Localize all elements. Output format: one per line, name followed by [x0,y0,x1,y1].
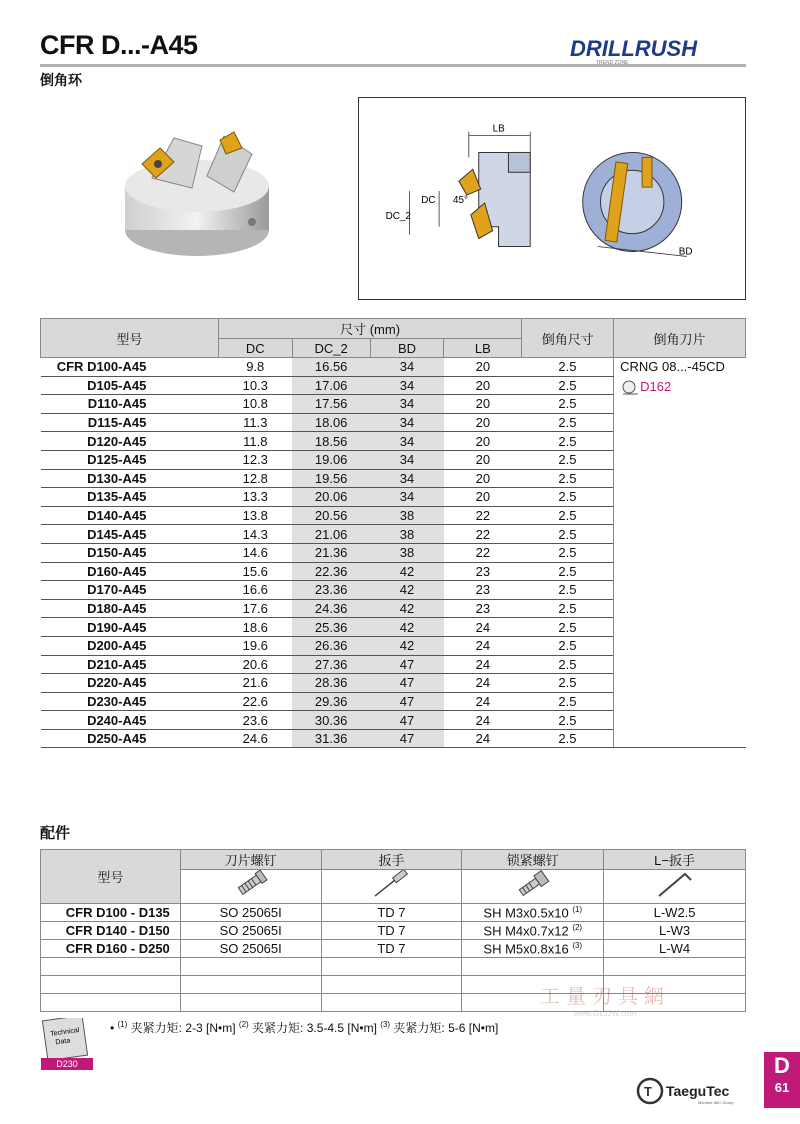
note-marker-2: (2) [238,1020,249,1029]
cell-dc2: 17.06 [292,376,370,395]
cell-bd: 42 [370,636,444,655]
cell-lb: 20 [444,432,522,451]
cell-bd: 42 [370,581,444,600]
cell-bd: 47 [370,711,444,730]
product-photo [112,118,282,268]
cell-dc2: 21.06 [292,525,370,544]
cell-cs: 2.5 [522,599,614,618]
cell-model: D140-A45 [41,506,219,525]
cell-dc: 20.6 [218,655,292,674]
cell-model: D200-A45 [41,636,219,655]
cell-lb: 22 [444,525,522,544]
header-chamfer-insert: 倒角刀片 [614,319,746,358]
screwdriver-icon [371,870,411,900]
cell-dc2: 25.36 [292,618,370,637]
cell-lb: 24 [444,618,522,637]
cell-lb: 24 [444,729,522,748]
cell-dc: 11.3 [218,413,292,432]
insert-cell [614,358,746,748]
acc-cell-screw: SO 25065I [180,904,321,922]
screw-icon-cell [180,870,321,904]
insert-page-link[interactable] [620,378,745,396]
cell-bd: 34 [370,432,444,451]
accessory-row [41,922,746,940]
cell-dc2: 28.36 [292,674,370,693]
footnote-marker: (3) [572,940,583,950]
cell-bd: 47 [370,674,444,693]
doc-page-ref[interactable]: D230 [41,1058,93,1070]
label-dc2: DC_2 [385,210,411,222]
cell-lb: 24 [444,692,522,711]
cell-dc2: 16.56 [292,358,370,377]
cell-cs: 2.5 [522,636,614,655]
label-bd: BD [678,246,693,258]
cell-model: D170-A45 [41,581,219,600]
cell-lb: 22 [444,543,522,562]
header-bd: BD [370,339,444,358]
empty-cell [41,958,181,976]
cell-dc: 16.6 [218,581,292,600]
cell-model: D110-A45 [41,395,219,414]
header-dc: DC [218,339,292,358]
empty-cell [321,976,462,994]
cell-dc: 14.3 [218,525,292,544]
cell-dc2: 30.36 [292,711,370,730]
cell-lb: 23 [444,599,522,618]
cell-dc: 11.8 [218,432,292,451]
cell-cs: 2.5 [522,376,614,395]
footnote-marker: (2) [572,922,583,932]
cell-model: D210-A45 [41,655,219,674]
cell-model: D115-A45 [41,413,219,432]
cell-cs: 2.5 [522,488,614,507]
cell-cs: 2.5 [522,525,614,544]
label-angle: 45° [452,194,468,206]
cell-model: D150-A45 [41,543,219,562]
cell-dc2: 19.06 [292,450,370,469]
acc-cell-model: CFR D100 - D135 [41,904,181,922]
cell-cs: 2.5 [522,674,614,693]
note-marker-1: (1) [117,1020,128,1029]
screw-icon [231,870,271,900]
cell-dc: 12.8 [218,469,292,488]
footnote-marker: (1) [572,904,583,914]
acc-cell-wrench: TD 7 [321,940,462,958]
page-title: CFR D...-A45 [40,30,198,60]
cell-dc2: 18.06 [292,413,370,432]
header-dimensions: 尺寸 (mm) [218,319,521,339]
magnifier-icon [620,380,640,396]
technical-diagram [358,97,746,300]
acc-header-model: 型号 [41,850,181,904]
empty-cell [321,958,462,976]
cell-model: D130-A45 [41,469,219,488]
cell-model: D240-A45 [41,711,219,730]
cell-bd: 47 [370,655,444,674]
acc-cell-wrench: TD 7 [321,922,462,940]
taegutec-logo [636,1076,748,1106]
lock-screw-icon [513,870,553,900]
header-lb: LB [444,339,522,358]
note-text-3: 夹紧力矩: 5-6 [N•m] [393,1021,499,1035]
front-view [583,152,687,256]
cell-model: D125-A45 [41,450,219,469]
cell-cs: 2.5 [522,543,614,562]
acc-header-lock-screw: 锁紧螺钉 [462,850,604,870]
cell-model: D120-A45 [41,432,219,451]
accessories-title: 配件 [40,824,71,842]
cell-dc: 18.6 [218,618,292,637]
lock-screw-icon-cell [462,870,604,904]
cell-dc: 21.6 [218,674,292,693]
cell-dc2: 20.06 [292,488,370,507]
cell-dc2: 24.36 [292,599,370,618]
note-text-2: 夹紧力矩: 3.5-4.5 [N•m] [252,1021,377,1035]
note-text-1: 夹紧力矩: 2-3 [N•m] [130,1021,236,1035]
cell-model: D190-A45 [41,618,219,637]
acc-cell-l_wrench: L-W2.5 [604,904,746,922]
page-subtitle: 倒角环 [40,73,82,89]
cell-bd: 34 [370,395,444,414]
cell-dc: 24.6 [218,729,292,748]
cell-model: D145-A45 [41,525,219,544]
cell-dc2: 17.56 [292,395,370,414]
footer-brand-sub: Member IMC Group [698,1100,734,1105]
cell-cs: 2.5 [522,432,614,451]
cell-dc2: 18.56 [292,432,370,451]
cell-dc: 12.3 [218,450,292,469]
cell-cs: 2.5 [522,692,614,711]
insert-ref[interactable]: D162 [640,379,672,394]
svg-text:T: T [644,1084,652,1099]
cell-lb: 24 [444,711,522,730]
cell-model: D105-A45 [41,376,219,395]
side-view [459,152,530,246]
acc-cell-l_wrench: L-W4 [604,940,746,958]
cell-cs: 2.5 [522,655,614,674]
model-prefix: CFR [56,359,84,375]
insert-name: CRNG 08...-45CD [620,359,725,374]
cell-dc: 9.8 [218,358,292,377]
acc-cell-lock_screw [462,904,604,922]
cell-dc: 22.6 [218,692,292,711]
acc-cell-wrench: TD 7 [321,904,462,922]
note-marker-3: (3) [380,1020,391,1029]
watermark [530,950,680,1020]
cell-bd: 42 [370,599,444,618]
empty-cell [41,976,181,994]
model-code: D100-A45 [87,359,147,375]
cell-lb: 20 [444,469,522,488]
cell-lb: 24 [444,655,522,674]
cell-lb: 20 [444,358,522,377]
footer-brand: TaeguTec [666,1083,730,1099]
cell-lb: 23 [444,581,522,600]
cell-bd: 34 [370,469,444,488]
cell-dc2: 20.56 [292,506,370,525]
cell-model: D220-A45 [41,674,219,693]
wrench-icon-cell [321,870,462,904]
cell-cs: 2.5 [522,469,614,488]
cell-dc: 19.6 [218,636,292,655]
lock-screw-code: SH M4x0.7x12 [483,923,569,939]
cell-bd: 34 [370,376,444,395]
acc-cell-l_wrench: L-W3 [604,922,746,940]
cell-bd: 34 [370,488,444,507]
brand-subtext: TREND ZONE [596,60,629,66]
torque-notes: • $^{(1)}$ 夹紧力矩: 2-3 [N•m] $^{(2)}$ 夹紧力矩: 3.5-4.5 [N•m] $^{(3)}$ 夹紧力矩: 5-6 [N•m] [110,1020,499,1035]
cell-dc2: 26.36 [292,636,370,655]
cell-lb: 20 [444,376,522,395]
label-lb: LB [492,123,505,135]
cell-bd: 38 [370,543,444,562]
cell-dc2: 31.36 [292,729,370,748]
cell-dc: 14.6 [218,543,292,562]
cell-lb: 20 [444,413,522,432]
empty-cell [180,994,321,1012]
cell-cs: 2.5 [522,358,614,377]
cell-bd: 47 [370,729,444,748]
cell-dc2: 19.56 [292,469,370,488]
cell-bd: 42 [370,618,444,637]
cell-bd: 34 [370,358,444,377]
acc-cell-model: CFR D160 - D250 [41,940,181,958]
cell-cs: 2.5 [522,729,614,748]
cell-dc: 10.8 [218,395,292,414]
lock-screw-code: SH M3x0.5x10 [483,905,569,921]
cell-lb: 20 [444,488,522,507]
acc-cell-lock_screw [462,922,604,940]
doc-icon-text2: Data [55,1037,71,1047]
cell-dc: 13.8 [218,506,292,525]
header-chamfer-size: 倒角尺寸 [522,319,614,358]
cell-cs: 2.5 [522,562,614,581]
cell-dc: 23.6 [218,711,292,730]
cell-lb: 20 [444,395,522,414]
section-letter: D [774,1053,790,1078]
cell-lb: 24 [444,636,522,655]
cell-model: D250-A45 [41,729,219,748]
header-model: 型号 [41,319,219,358]
cell-cs: 2.5 [522,506,614,525]
cell-model: D135-A45 [41,488,219,507]
cell-dc2: 21.36 [292,543,370,562]
acc-cell-screw: SO 25065I [180,940,321,958]
cell-bd: 38 [370,506,444,525]
cell-bd: 42 [370,562,444,581]
cell-dc2: 23.36 [292,581,370,600]
cell-cs: 2.5 [522,395,614,414]
cell-bd: 34 [370,450,444,469]
cell-bd: 38 [370,525,444,544]
header-dc2: DC_2 [292,339,370,358]
acc-header-screw: 刀片螺钉 [180,850,321,870]
lock-screw-code: SH M5x0.8x16 [483,941,569,957]
empty-cell [180,958,321,976]
cell-bd: 34 [370,413,444,432]
cell-dc: 17.6 [218,599,292,618]
acc-header-wrench: 扳手 [321,850,462,870]
cell-dc2: 29.36 [292,692,370,711]
cell-dc2: 22.36 [292,562,370,581]
empty-cell [41,994,181,1012]
cell-cs: 2.5 [522,581,614,600]
doc-icon-text1: Technical [49,1026,80,1038]
cell-model: D230-A45 [41,692,219,711]
cell-cs: 2.5 [522,711,614,730]
drillrush-logo [566,32,746,66]
table-row [41,358,746,377]
l-wrench-icon-cell [604,870,746,904]
acc-header-l-wrench: L−扳手 [604,850,746,870]
spec-table [40,318,746,748]
empty-cell [180,976,321,994]
cell-model: D180-A45 [41,599,219,618]
cell-dc2: 27.36 [292,655,370,674]
cell-bd: 47 [370,692,444,711]
accessory-row [41,904,746,922]
section-tab [764,1052,800,1108]
watermark-text: 工量刃具網 [540,984,670,1008]
cell-lb: 22 [444,506,522,525]
acc-cell-screw: SO 25065I [180,922,321,940]
cell-dc: 10.3 [218,376,292,395]
cell-cs: 2.5 [522,618,614,637]
cell-dc: 15.6 [218,562,292,581]
cell-cs: 2.5 [522,450,614,469]
cell-model [41,358,219,377]
cell-lb: 24 [444,674,522,693]
cell-dc: 13.3 [218,488,292,507]
cell-cs: 2.5 [522,413,614,432]
brand-text-drill: DRILLRUSH [570,36,698,61]
cell-model: D160-A45 [41,562,219,581]
l-wrench-icon [655,870,695,900]
cell-lb: 20 [444,450,522,469]
acc-cell-model: CFR D140 - D150 [41,922,181,940]
label-dc: DC [421,194,436,206]
cell-lb: 23 [444,562,522,581]
empty-cell [321,994,462,1012]
page-number: 61 [774,1080,790,1095]
watermark-url: www.GLJJW.com [573,1009,637,1018]
